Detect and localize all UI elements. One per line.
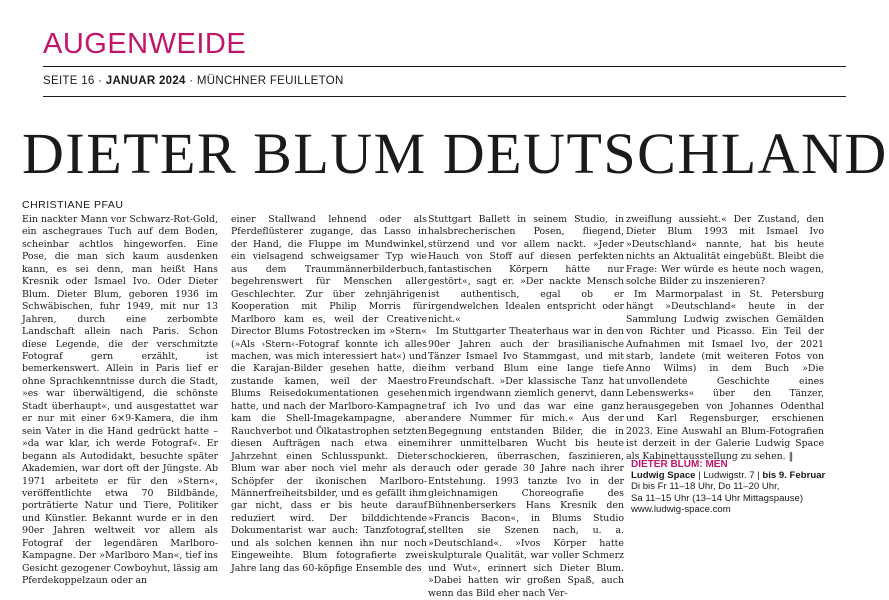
paragraph: Im Marmorpalast in St. Petersburg hängt »Deutschland« heute in der Sammlung Ludwig zwischen Gemälden von Richter und Picasso. Ein Teil der Aufnahmen mit Ismael Ivo, der 2021 starb, landete (mit weiteren Fotos von Anno Wilms) in dem Buch »Die unvollendete Geschichte eines Lebenswerks« über den Tänzer, herausgegeben von Johannes Odenthal und Karl Regensburger, erschienen 2023. Eine Auswahl an Blum-Fotografien ist derzeit in der Galerie Ludwig Space als Kabinettausstellung zu sehen. ‖ [626,288,824,462]
venue-name: Ludwig Space [631,470,696,482]
divider-top [43,66,846,67]
article-column-3 [428,214,624,600]
exhibition-info-box [631,459,831,515]
opening-hours: Sa 11–15 Uhr (13–14 Uhr Mittagspause) [631,492,804,504]
page-number: SEITE 16 [43,75,95,87]
article-column-1 [22,214,218,588]
exhibition-venue-line [631,470,831,481]
opening-hours: Di bis Fr 11–18 Uhr, Do 11–20 Uhr, [631,481,780,493]
issue-date: JANUAR 2024 [105,75,186,87]
publication-name: MÜNCHNER FEUILLETON [196,75,344,87]
meta-separator: · [185,75,197,87]
divider-bottom [43,96,846,97]
section-rubric: AUGENWEIDE [43,28,247,60]
article-title: DIETER BLUM DEUTSCHLAND [22,121,888,186]
meta-separator: · [94,75,106,87]
paragraph: Stuttgart Ballett in seinem Studio, in halsbrecherischen Posen, fliegend, stürzend und vor allem nackt. »Jeder Hauch von Stoff auf diesen perfekten fantastischen Körpern hätte nur gestört«, sagt er. »Der nackte Mensch ist authentisch, egal ob er irgendwelchen Idealen entspricht oder nicht.« [428,214,624,325]
paragraph: einer Stallwand lehnend oder als Pferdeflüsterer zugange, das Lasso in der Hand, die Fluppe im Mundwinkel, ein vielsagend schweigsamer Typ wie aus dem Traummännerbilderbuch, begehrenswert für Menschen aller Geschlechter. Zur über zehnjährigen Kooperation mit Philip Morris für Marlboro kam es, weil der Creative Director Blums Fotostrecken im »Stern« (»Als ›Stern‹-Fotograf konnte ich alles machen, was mich interessiert hat«) und die Karajan-Bilder gesehen hatte, die zustande kamen, weil der Maestro Blums Reisedokumentationen gesehen hatte, und nach der Marlboro-Kampagne kam die Shell-Imagekampagne, aber Rauchverbot und Ölkatastrophen setzten diesen Aufträgen nach etwa einem Jahrzehnt einen Schlusspunkt. Dieter Blum war aber noch viel mehr als der Schöpfer der ikonischen Marlboro-Männerfreiheitsbilder, und es gefällt ihm gar nicht, dass er bis heute darauf reduziert wird. Der bilddichtende Dokumentarist war auch: Tanzfotograf, und als solchen kennen ihn nur noch Eingeweihte. Blum fotografierte zwei Jahre lang das 60-köpfige Ensemble des [231,214,428,574]
article-column-4 [626,214,824,463]
exhibition-end-date: bis 9. Februar [762,470,826,482]
page-meta [43,75,344,87]
venue-address: | Ludwigstr. 7 | [695,470,763,482]
author-byline: CHRISTIANE PFAU [22,199,124,211]
paragraph: Ein nackter Mann vor Schwarz-Rot-Gold, ein aschegraues Tuch auf dem Boden, scheinbar achtlos hingeworfen. Eine Pose, die man sich kaum ausdenken kann, es sei denn, man heißt Hans Kresnik oder Ismael Ivo. Oder Dieter Blum. Dieter Blum, geboren 1936 im Schwäbischen, fuhr 1949, mit nur 13 Jahren, durch eine zerbombte Landschaft allein nach Paris. Schon diese Legende, die der verschmitzte Fotograf gern erzählt, ist bemerkenswert. Allein in Paris lief er ohne Sprachkenntnisse durch die Stadt, »es war überwältigend, die schönste Stadt überhaupt«, und ausgestattet war er nur mit einer 6×9-Kamera, die ihm sein Vater in die Hand gedrückt hatte – »da war klar, ich werde Fotograf«. Er begann als Autodidakt, besuchte später Akademien, war dort oft der Jüngste. Ab 1971 arbeitete er für den »Stern«, veröffentlichte etwa 70 Bildbände, porträtierte Natur und Tiere, Politiker und Künstler. Bekannt wurde er in den 90er Jahren weltweit vor allem als Fotograf der legendären Marlboro-Kampagne. Der »Marlboro Man«, tief ins Gesicht gezogener Cowboyhut, lässig am Pferdekoppelzaun oder an [22,214,218,587]
venue-website: www.ludwig-space.com [631,503,731,515]
paragraph: Im Stuttgarter Theaterhaus war in den 90er Jahren auch der brasilianische Tänzer Ismael Ivo Stammgast, und mit ihm verband Blum eine lange tiefe Freundschaft. »Der klassische Tanz hat mich irgendwann ziemlich genervt, dann traf ich Ivo und das war eine ganz andere Nummer für mich.« Aus der Begegnung entstanden Bilder, die in ihrer unmittelbaren Wucht bis heute schockieren, überraschen, faszinieren, auch oder gerade 30 Jahre nach ihrer Entstehung. 1993 tanzte Ivo in der gleichnamigen Choreografie des Bühnenberserkers Hans Kresnik den »Francis Bacon«, in Blums Studio stellten sie Szenen nach, u. a. »Deutschland«. »Ivos Körper hatte skulpturale Qualität, war voller Schmerz und Wut«, erinnert sich Dieter Blum. »Dabei hatten wir großen Spaß, auch wenn das Bild eher nach Ver- [428,326,624,599]
paragraph: zweiflung aussieht.« Der Zustand, den Dieter Blum 1993 mit Ismael Ivo »Deutschland« nannte, hat bis heute nichts an Aktualität eingebüßt. Bleibt die Frage: Wer würde es heute noch wagen, solche Bilder zu inszenieren? [626,214,824,288]
exhibition-title: DIETER BLUM: MEN [631,459,728,470]
